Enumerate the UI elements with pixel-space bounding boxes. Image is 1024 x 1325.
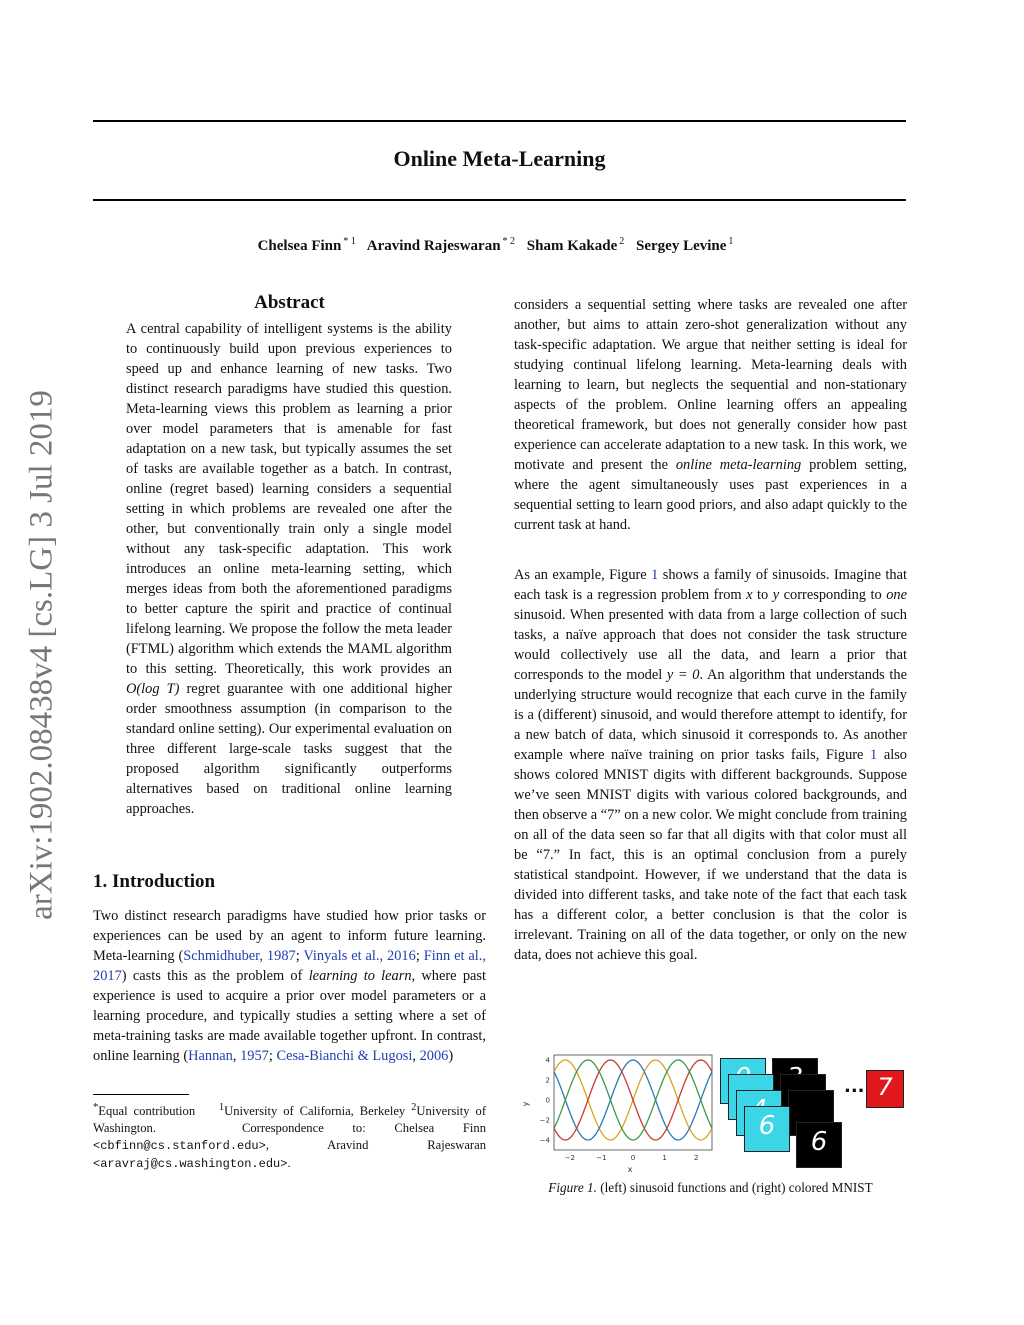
intro-text: , where past experience is used to acquire a prior over model parameters or a learning procedure, and typically studies a setting where a set of meta-training tasks are made available together upfront. In contrast, online learning ( xyxy=(93,968,486,1064)
intro-text: ) casts this as the problem of xyxy=(121,968,303,984)
author-name: Chelsea Finn xyxy=(257,238,342,254)
figure-ref-link[interactable]: 1 xyxy=(870,747,878,763)
y-tick-label: −4 xyxy=(539,1136,550,1145)
caption-label: Figure 1. xyxy=(548,1180,597,1195)
digit-glyph: 6 xyxy=(758,1111,776,1141)
footnote-rule xyxy=(93,1094,189,1095)
abstract-heading: Abstract xyxy=(254,292,325,313)
x-axis-label: x xyxy=(627,1165,633,1174)
author-name: Sergey Levine xyxy=(636,238,727,254)
body-text: considers a sequential setting where tasks are revealed one after another, but aims to attain zero-shot generalization without any task-specific adaptation. We argue that neither setting is ideal for studying continual lifelong learning. Meta-learning deals with learning to learn, but neglects the sequential and non-stationary aspects of the problem. Online learning offers an appealing theoretical framework, but does not generally consider how past experience can accelerate adaptation to a new task. In this work, we motivate and present the xyxy=(514,297,907,473)
intro-text: ) xyxy=(448,1048,454,1064)
ellipsis: ... xyxy=(844,1076,865,1097)
citation-link[interactable]: Cesa-Bianchi & Lugosi xyxy=(276,1048,413,1064)
author-affiliation: * 2 xyxy=(502,236,516,247)
emphasis-text: online meta-learning xyxy=(675,457,802,473)
author-name: Sham Kakade xyxy=(526,238,618,254)
right-paragraph-2 xyxy=(514,565,907,965)
citation-link[interactable]: Vinyals et al., 2016 xyxy=(303,948,416,964)
abstract-body xyxy=(126,319,452,819)
arxiv-id: arXiv:1902.08438v4 [cs.LG] 3 Jul 2019 xyxy=(23,390,60,920)
x-tick-label: 1 xyxy=(662,1154,667,1162)
intro-paragraph: Two distinct research paradigms have studied how prior tasks or experiences can be used by an agent to inform future learning. Meta-learning (Schmidhuber, 1987; Vinyals et al., 2016; Finn et al., 2017) casts this as the problem of learning to learn, where past experience is used to acquire a prior over model parameters or a learning procedure, and typically studies a setting where a set of meta-training tasks are made available together upfront. In contrast, online learning (Hannan, 1957; Cesa-Bianchi & Lugosi, 2006) xyxy=(93,908,486,1064)
mnist-panel xyxy=(720,1058,906,1173)
abstract-math: O(log T) xyxy=(126,681,180,697)
body-text: problem setting, where the agent simultaneously uses past experiences in a sequential setting to learn good priors, and also adapt quickly to the current task at hand. xyxy=(514,457,907,533)
x-tick-label: 0 xyxy=(630,1154,636,1162)
footnote-equal: Equal contribution xyxy=(98,1104,196,1119)
body-text: to xyxy=(757,587,769,603)
author-affiliation: 1 xyxy=(728,236,734,247)
footnote-affiliation: University of California, Berkeley xyxy=(224,1104,406,1119)
section-heading: 1. Introduction xyxy=(93,871,216,892)
emphasis-text: one xyxy=(886,587,907,603)
body-text: shows a family of sinusoids. Imagine that each task is a regression problem from xyxy=(514,567,907,603)
caption-text: (left) sinusoid functions and (right) colored MNIST xyxy=(600,1180,873,1195)
figure-ref-link[interactable]: 1 xyxy=(651,567,659,583)
y-tick-label: −2 xyxy=(539,1116,550,1125)
sinusoid-chart xyxy=(514,1050,714,1175)
top-rule xyxy=(93,120,906,122)
x-tick-label: −2 xyxy=(564,1154,575,1162)
footnote-text: . xyxy=(287,1156,291,1171)
citation-link[interactable]: 2006 xyxy=(419,1048,449,1064)
emphasis-text: learning to learn xyxy=(308,968,412,984)
right-paragraph-1 xyxy=(514,295,907,535)
figure-1 xyxy=(514,1050,907,1175)
body-text: also shows colored MNIST digits with different backgrounds. Suppose we’ve seen MNIST digits with various colored backgrounds, and then observe a “7” on a new color. We might conclude from training on all of the data seen so far that all digits with that color must all be “7.” In fact, this is an optimal conclusion from a purely statistical standpoint. However, if we understand that the data is divided into different tasks, and take note of the fact that each task has a different color, a better conclusion is that the color is irrelevant. Training on all of the data together, or only on the new data, does not achieve this goal. xyxy=(514,747,907,963)
math-var: x xyxy=(746,587,753,603)
y-tick-label: 2 xyxy=(545,1076,550,1085)
abstract-text: A central capability of intelligent systems is the ability to continuously build upon previous experiences to speed up and enhance learning of new tasks. Two distinct research paradigms have studied this question. Meta-learning views this problem as learning a prior over model parameters that is amenable for fast adaptation on a new task, but typically assumes the set of tasks are available together as a batch. In contrast, online (regret based) learning considers a sequential setting in which problems are revealed one after the other, but conventionally train only a single model without any task-specific adaptation. This work introduces an online meta-learning setting, which merges ideas from both the aforementioned paradigms to better capture the spirit and practice of continual lifelong learning. We propose the follow the meta leader (FTML) algorithm which extends the MAML algorithm to this setting. Theoretically, this work provides an xyxy=(126,321,452,677)
author-list xyxy=(93,236,906,255)
digit-glyph: 6 xyxy=(810,1127,828,1157)
citation-link[interactable]: 1957 xyxy=(240,1048,269,1064)
footnote-affiliation: University of Washington. xyxy=(93,1104,487,1136)
paper-title: Online Meta-Learning xyxy=(393,146,606,171)
footnote: *Equal contribution $^1$University of California, Berkeley $^2$University of Washington. Correspondence to: Chelsea Finn <cbfinn@cs.stanford.edu>, Aravind Rajeswaran <aravraj@cs.washington.edu>. xyxy=(93,1102,487,1172)
mnist-card-red xyxy=(866,1070,904,1108)
digit-glyph: 7 xyxy=(877,1073,893,1101)
x-tick-label: 2 xyxy=(693,1154,699,1162)
body-text: sinusoid. When presented with data from a large collection of such tasks, a naïve approach that does not consider the task structure would collectively use all the data, and learn a prior that corresponds to the model xyxy=(514,607,907,683)
author-affiliation: 2 xyxy=(619,236,625,247)
intro-text: Two distinct research paradigms have studied how prior tasks or experiences can be used by an agent to inform future learning. Meta-learning ( xyxy=(93,908,486,964)
math-var: y xyxy=(772,587,780,603)
body-text: As an example, Figure xyxy=(514,567,647,583)
body-text: corresponding to xyxy=(783,587,882,603)
figure-caption xyxy=(514,1180,907,1196)
citation-link[interactable]: Schmidhuber, 1987 xyxy=(183,948,296,964)
math-expr: y = 0 xyxy=(666,667,700,683)
title-bottom-rule xyxy=(93,199,906,201)
citation-link[interactable]: Finn et al., 2017 xyxy=(93,948,486,984)
email-link[interactable]: <aravraj@cs.washington.edu> xyxy=(93,1157,288,1172)
footnote-correspondence: Correspondence to: Chelsea Finn xyxy=(241,1121,486,1136)
x-tick-label: −1 xyxy=(596,1154,607,1162)
y-axis-label: y xyxy=(521,1101,530,1107)
mnist-card-black xyxy=(796,1122,842,1168)
citation-link[interactable]: Hannan xyxy=(188,1048,233,1064)
email-link[interactable]: <cbfinn@cs.stanford.edu> xyxy=(93,1139,266,1154)
y-tick-label: 4 xyxy=(545,1056,550,1065)
mnist-card-cyan xyxy=(744,1106,790,1152)
body-text: . An algorithm that understands the underlying structure would recognize that each curve in the family is a (different) sinusoid, and would therefore attempt to identify, for a new batch of data, which sinusoid it corresponds to. As another example where naïve training on prior tasks fails, Figure xyxy=(514,667,907,763)
author-name: Aravind Rajeswaran xyxy=(366,238,501,254)
author-affiliation: * 1 xyxy=(343,236,356,247)
footnote-text: , Aravind Rajeswaran xyxy=(265,1138,486,1153)
y-tick-label: 0 xyxy=(545,1096,550,1105)
abstract-text: regret guarantee with one additional higher order smoothness assumption (in comparison to the standard online setting). Our experimental evaluation on three different large-scale tasks suggest that the proposed algorithm significantly outperforms alternatives based on traditional online learning approaches. xyxy=(126,681,452,817)
